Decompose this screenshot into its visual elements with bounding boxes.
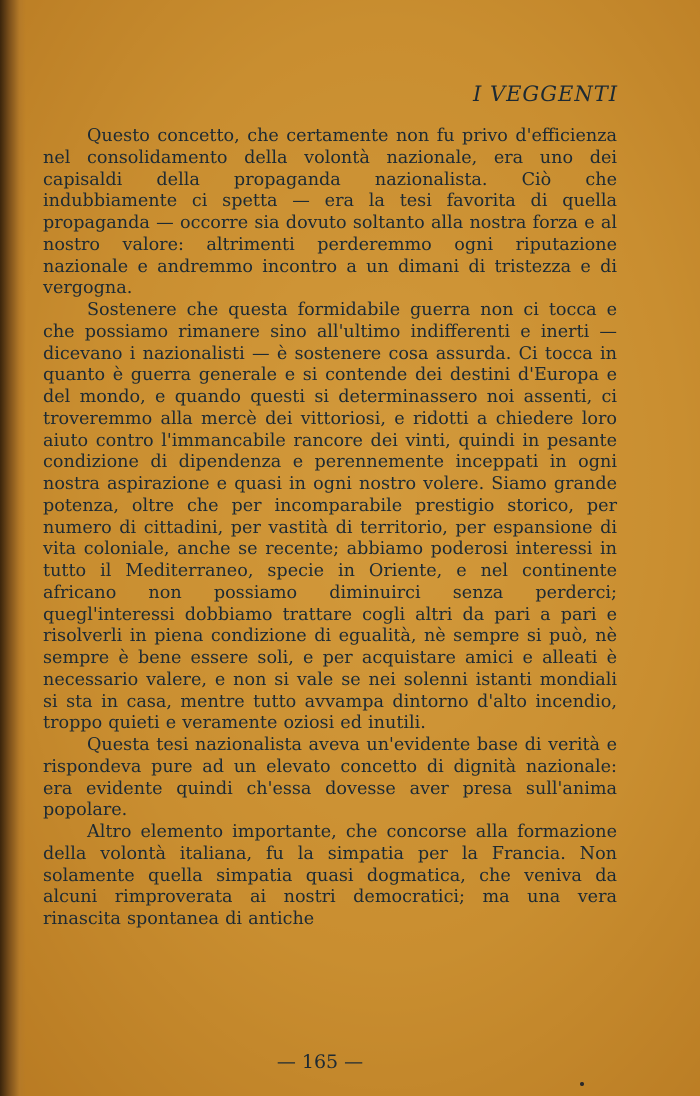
paragraph-4: Altro elemento importante, che concorse alla formazione della volontà italiana, fu la simpatia per la Francia. Non solamente quella simpatia quasi dogmatica, che veniva da alcuni rimproverata ai nostri democratici; ma una vera rinascita spontanea di antiche: [43, 822, 617, 929]
paper-speck: [580, 1082, 584, 1086]
paragraph-3: Questa tesi nazionalista aveva un'evidente base di verità e rispondeva pure ad un elevato concetto di dignità nazionale: era evidente quindi ch'essa dovesse aver presa sull'anima popolare.: [43, 735, 617, 821]
body-text: [43, 126, 617, 931]
book-spine-shadow: [0, 0, 26, 1096]
paragraph-2: Sostenere che questa formidabile guerra non ci tocca e che possiamo rimanere sino all'ultimo indifferenti e inerti — dicevano i nazionalisti — è sostenere cosa assurda. Ci tocca in quanto è guerra generale e si contende dei destini d'Europa e del mondo, e quando questi si determinassero noi assenti, ci troveremmo alla mercè dei vittoriosi, e ridotti a chiedere loro aiuto contro l'immancabile rancore dei vinti, quindi in pesante condizione di dipendenza e perennemente inceppati in ogni nostra aspirazione e quasi in ogni nostro volere. Siamo grande potenza, oltre che per incomparabile prestigio storico, per numero di cittadini, per vastità di territorio, per espansione di vita coloniale, anche se recente; abbiamo poderosi interessi in tutto il Mediterraneo, specie in Oriente, e nel continente africano non possiamo diminuirci senza perderci; quegl'interessi dobbiamo trattare cogli altri da pari a pari e risolverli in piena condizione di egualità, nè sempre si può, nè sempre è bene essere soli, e per acquistare amici e alleati è necessario valere, e non si vale se nei solenni istanti mondiali si sta in casa, mentre tutto avvampa dintorno d'alto incendio, troppo quieti e veramente oziosi ed inutili.: [43, 300, 617, 734]
running-title: I VEGGENTI: [472, 82, 618, 106]
page-number: — 165 —: [276, 1051, 364, 1073]
paragraph-1: Questo concetto, che certamente non fu privo d'efficienza nel consolidamento della volontà nazionale, era uno dei capisaldi della propaganda nazionalista. Ciò che indubbiamente ci spetta — era la tesi favorita di quella propaganda — occorre sia dovuto soltanto alla nostra forza e al nostro valore: altrimenti perderemmo ogni riputazione nazionale e andremmo incontro a un dimani di tristezza e di vergogna.: [43, 126, 617, 299]
